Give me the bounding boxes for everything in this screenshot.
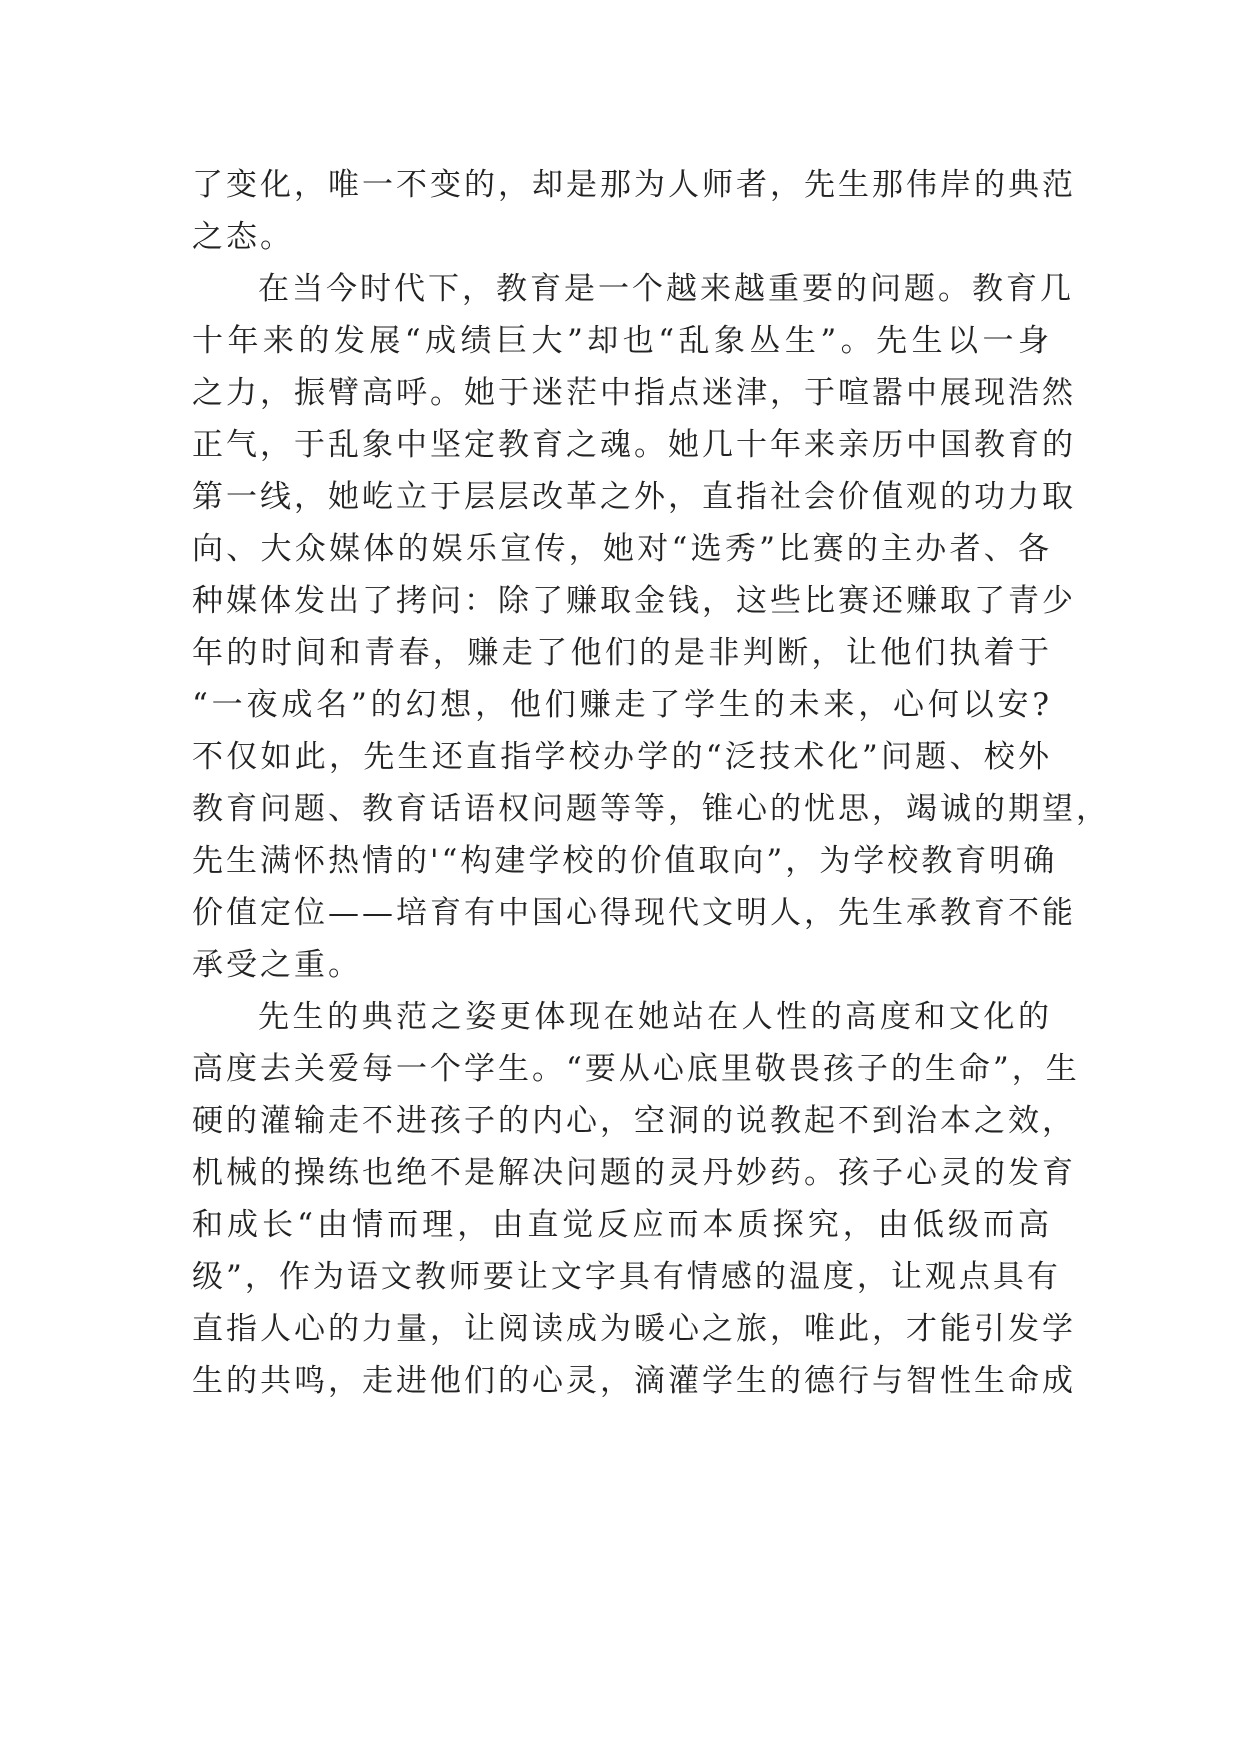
text-line: 教育问题、教育话语权问题等等，锥心的忧思，竭诚的期望， [192,791,1110,827]
text-line: 级”，作为语文教师要让文字具有情感的温度，让观点具有 [192,1259,1061,1295]
text-line: 十年来的发展“成绩巨大”却也“乱象丛生”。先生以一身 [192,323,1052,359]
text-line: 承受之重。 [192,947,362,983]
text-line: 正气，于乱象中坚定教育之魂。她几十年来亲历中国教育的 [192,427,1076,463]
text-line: 之态。 [192,219,294,255]
text-line: 高度去关爱每一个学生。“要从心底里敬畏孩子的生命”，生 [192,1051,1080,1087]
text-line: 先生的典范之姿更体现在她站在人性的高度和文化的 [258,999,1052,1035]
text-line: 种媒体发出了拷问：除了赚取金钱，这些比赛还赚取了青少 [192,583,1076,619]
text-line: 第一线，她屹立于层层改革之外，直指社会价值观的功力取 [192,479,1076,515]
text-line: 硬的灌输走不进孩子的内心，空洞的说教起不到治本之效， [192,1103,1076,1139]
text-line: 了变化，唯一不变的，却是那为人师者，先生那伟岸的典范 [192,167,1076,203]
text-line: 价值定位——培育有中国心得现代文明人，先生承教育不能 [192,895,1076,931]
text-line: 和成长“由情而理，由直觉反应而本质探究，由低级而高 [192,1207,1052,1243]
text-line: 之力，振臂高呼。她于迷茫中指点迷津，于喧嚣中展现浩然 [192,375,1076,411]
text-line: 年的时间和青春，赚走了他们的是非判断，让他们执着于 [192,635,1052,671]
text-line: 不仅如此，先生还直指学校办学的“泛技术化”问题、校外 [192,739,1052,775]
text-line: 向、大众媒体的娱乐宣传，她对“选秀”比赛的主办者、各 [192,531,1052,567]
body-text [192,159,1110,1407]
text-line: 生的共鸣，走进他们的心灵，滴灌学生的德行与智性生命成 [192,1363,1076,1399]
text-line: 先生满怀热情的'“构建学校的价值取向”，为学校教育明确 [192,843,1058,879]
text-line: 直指人心的力量，让阅读成为暖心之旅，唯此，才能引发学 [192,1311,1076,1347]
text-line: 在当今时代下，教育是一个越来越重要的问题。教育几 [258,271,1074,307]
text-line: 机械的操练也绝不是解决问题的灵丹妙药。孩子心灵的发育 [192,1155,1076,1191]
text-line: “一夜成名”的幻想，他们赚走了学生的未来，心何以安? [192,687,1052,723]
